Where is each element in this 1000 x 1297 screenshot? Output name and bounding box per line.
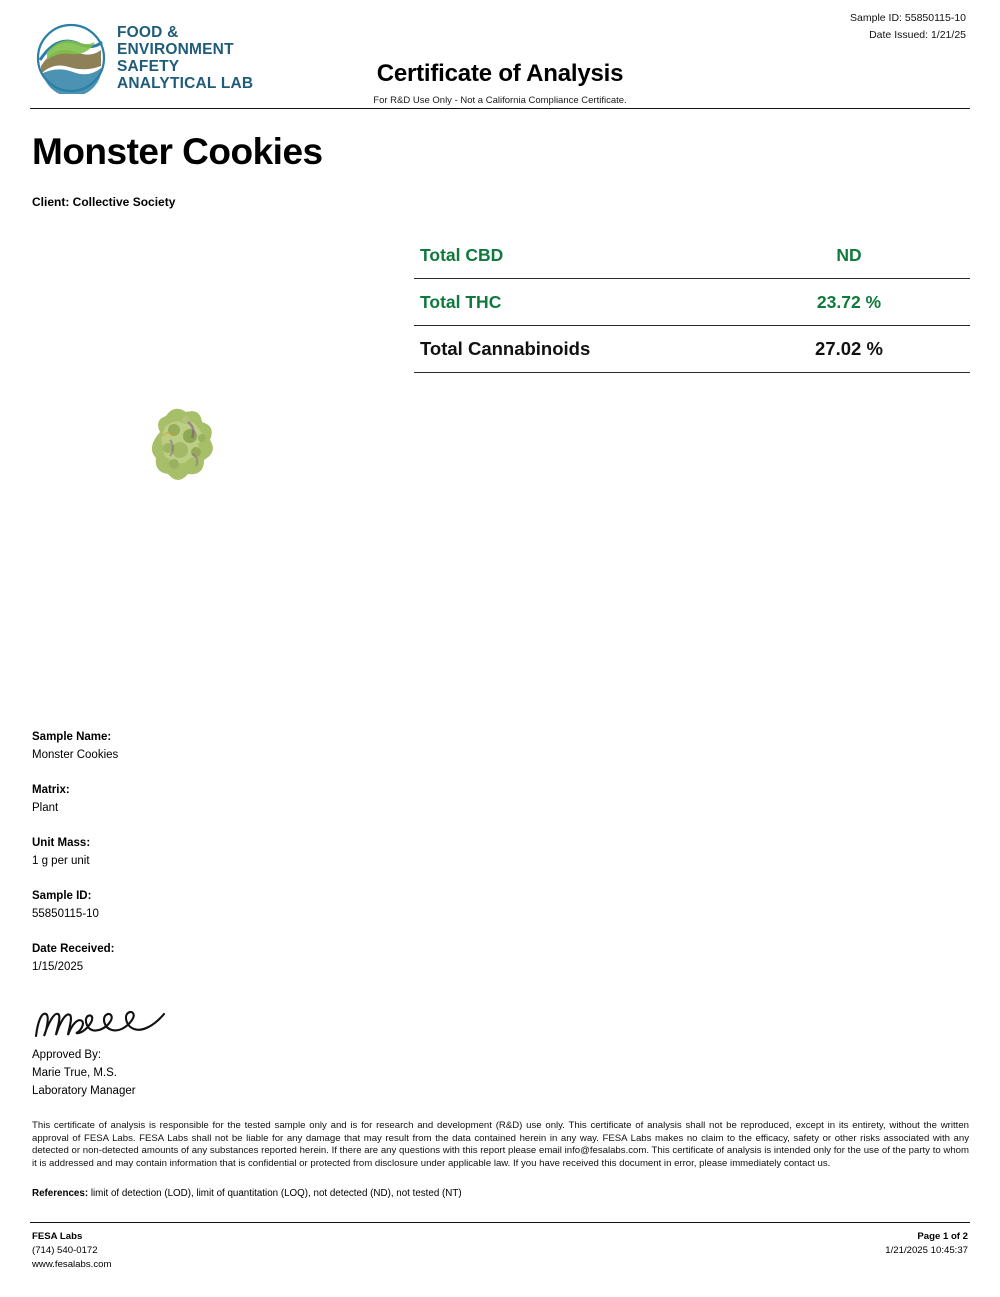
references-text: limit of detection (LOD), limit of quantitation (LOQ), not detected (ND), not tested (NT) [88, 1188, 462, 1199]
summary-label-total-cannabinoids: Total Cannabinoids [420, 338, 591, 359]
summary-table [414, 232, 970, 373]
footer-website[interactable]: www.fesalabs.com [32, 1259, 112, 1270]
approval-lines [32, 1046, 432, 1100]
detail-value: Monster Cookies [32, 749, 119, 761]
detail-label: Date Received: [32, 943, 115, 955]
summary-label-total-thc: Total THC [420, 291, 502, 312]
sample-photo [130, 392, 240, 502]
detail-date-received [32, 940, 392, 976]
detail-unit-mass [32, 834, 392, 870]
detail-value: 1/15/2025 [32, 961, 84, 973]
approval-block [32, 1002, 432, 1100]
references-label: References: [32, 1188, 89, 1199]
footer-divider [30, 1222, 970, 1223]
approver-name: Marie True, M.S. [32, 1067, 117, 1079]
detail-sample-id [32, 887, 392, 923]
lab-name-line-3: SAFETY [117, 58, 180, 75]
header-sample-id: Sample ID: 55850115-10 [850, 12, 966, 24]
footer-right [885, 1230, 968, 1272]
summary-value-total-cannabinoids: 27.02 % [815, 338, 883, 359]
summary-row-total-cannabinoids [414, 326, 970, 373]
page-subtitle: For R&D Use Only - Not a California Compliance Certificate. [373, 95, 627, 106]
page-footer [32, 1230, 968, 1272]
summary-row-total-cbd [414, 232, 970, 279]
detail-value: Plant [32, 802, 59, 814]
summary-value-total-thc: 23.72 % [816, 291, 882, 312]
summary-row-total-thc [414, 279, 970, 326]
disclaimer-text: This certificate of analysis is responsible for the tested sample only and is for research and development (R&D) use only. This certificate of analysis shall not be reproduced, except in its entirety, without the written approval of FESA Labs. FESA Labs shall not be liable for any damage that may result from the data contained herein in any way. FESA Labs makes no claim to the efficacy, safety or other risks associated with any detected or non-detected amounts of any substances reported herein. If there are any questions with this report please email info@fesalabs.com. This certificate of analysis is intended only for the use of the party to whom it is addressed and may contain information that is confidential or protected from disclosure under applicable law. If you have received this document in error, please immediately contact us. [32, 1120, 969, 1169]
header-meta [850, 10, 966, 44]
detail-value: 1 g per unit [32, 855, 90, 867]
footer-phone: (714) 540-0172 [32, 1245, 98, 1256]
summary-value-total-cbd: ND [836, 244, 862, 265]
footer-lab-name: FESA Labs [32, 1231, 83, 1242]
lab-name-line-4: ANALYTICAL LAB [117, 75, 254, 92]
signature-image [32, 1002, 192, 1044]
lab-name-line-1: FOOD & [117, 24, 179, 41]
page-title: Certificate of Analysis [376, 60, 624, 87]
sample-details [32, 728, 392, 993]
detail-value: 55850115-10 [32, 908, 99, 920]
footer-page-number: Page 1 of 2 [917, 1231, 968, 1242]
approved-by-label: Approved By: [32, 1049, 102, 1061]
detail-label: Sample ID: [32, 890, 92, 902]
product-name: Monster Cookies [32, 131, 323, 172]
client-name: Client: Collective Society [32, 195, 176, 209]
detail-label: Unit Mass: [32, 837, 91, 849]
detail-label: Sample Name: [32, 731, 112, 743]
header-divider [30, 108, 970, 109]
lab-name-line-2: ENVIRONMENT [117, 41, 234, 58]
detail-sample-name [32, 728, 392, 764]
detail-matrix [32, 781, 392, 817]
approver-role: Laboratory Manager [32, 1085, 136, 1097]
page-header [30, 0, 970, 106]
references-line [32, 1188, 969, 1199]
footer-left [32, 1230, 111, 1272]
header-date-issued: Date Issued: 1/21/25 [869, 29, 966, 41]
detail-label: Matrix: [32, 784, 70, 796]
footer-timestamp: 1/21/2025 10:45:37 [885, 1245, 968, 1256]
summary-label-total-cbd: Total CBD [420, 244, 504, 265]
